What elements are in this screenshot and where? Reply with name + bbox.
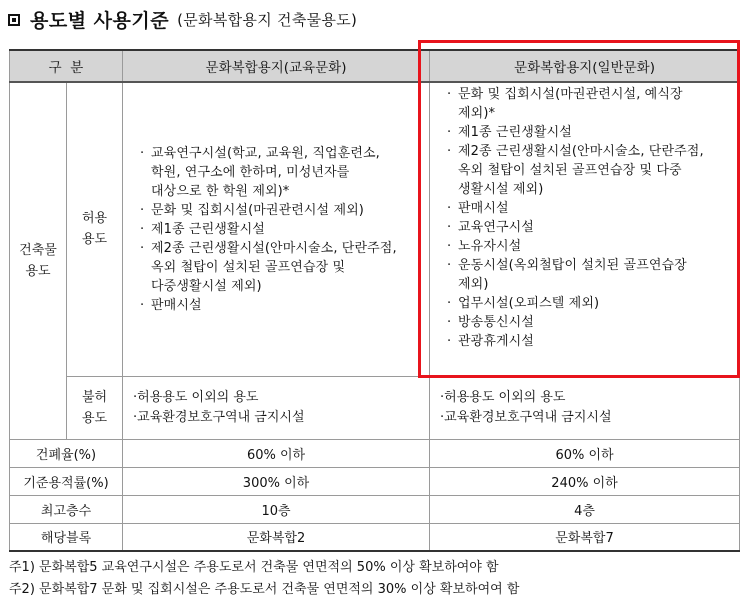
table-row — [10, 467, 740, 495]
list-item: · 판매시설 — [151, 296, 423, 315]
list-item: 옥외 철탑이 설치된 골프연습장 및 다중 — [458, 163, 682, 178]
row-value-education: 300% 이하 — [123, 467, 430, 495]
allowed-label: 허용 용도 — [67, 82, 123, 376]
list-item: · 판매시설 — [458, 199, 733, 218]
list-item: · 교육연구시설(학교, 교육원, 직업훈련소, — [151, 144, 423, 163]
list-item: · 제2종 근린생활시설(안마시술소, 단란주점, — [458, 142, 733, 161]
list-item: · 관광휴게시설 — [458, 332, 733, 351]
list-item: 대상으로 한 학원 제외)* — [151, 183, 290, 199]
footnotes — [9, 557, 519, 601]
list-item: · 제1종 근린생활시설 — [151, 220, 423, 239]
footnote-2: 주2) 문화복합7 문화 및 집회시설은 주용도로서 건축물 연면적의 30% 이상 확보하여여 함 — [9, 582, 520, 597]
header-category: 구 분 — [10, 50, 123, 82]
header-col-education: 문화복합용지(교육문화) — [123, 50, 430, 82]
table-row — [10, 439, 740, 467]
list-item: · 운동시설(옥외철탑이 설치된 골프연습장 — [458, 256, 733, 275]
table-row — [10, 523, 740, 551]
row-value-education: 10층 — [123, 495, 430, 523]
row-value-general: 240% 이하 — [430, 467, 740, 495]
square-bullet-icon — [8, 14, 20, 26]
disallowed-education-cell — [123, 376, 430, 439]
allowed-general-list — [444, 85, 733, 351]
list-item: 옥외 철탑이 설치된 골프연습장 및 — [151, 259, 346, 275]
list-item: · 제1종 근린생활시설 — [458, 123, 733, 142]
disallowed-general-list — [430, 388, 739, 428]
section-heading — [8, 6, 357, 32]
allowed-row — [10, 82, 740, 376]
list-item: ·교육환경보호구역내 금지시설 — [440, 409, 612, 425]
row-value-education: 60% 이하 — [123, 439, 430, 467]
list-item: ·허용용도 이외의 용도 — [440, 389, 566, 405]
list-item: 다중생활시설 제외) — [151, 278, 262, 294]
building-use-label: 건축물 용도 — [10, 82, 67, 439]
allowed-general-cell — [430, 82, 740, 376]
list-item: · 문화 및 집회시설(마권관련시설, 예식장 — [458, 85, 733, 104]
disallowed-label: 불허 용도 — [67, 376, 123, 439]
row-label: 기준용적률(%) — [10, 467, 123, 495]
list-item: · 방송통신시설 — [458, 313, 733, 332]
list-item: ·허용용도 이외의 용도 — [133, 389, 259, 405]
row-label: 해당블록 — [10, 523, 123, 551]
list-item: 학원, 연구소에 한하며, 미성년자를 — [151, 164, 350, 180]
disallowed-general-cell — [430, 376, 740, 439]
row-value-education: 문화복합2 — [123, 523, 430, 551]
list-item: · 교육연구시설 — [458, 218, 733, 237]
disallowed-row — [10, 376, 740, 439]
row-value-general: 4층 — [430, 495, 740, 523]
footnote-1: 주1) 문화복합5 교육연구시설은 주용도로서 건축물 연면적의 50% 이상 확보하여야 함 — [9, 560, 499, 575]
row-label: 최고층수 — [10, 495, 123, 523]
list-item: · 노유자시설 — [458, 237, 733, 256]
allowed-education-cell — [123, 82, 430, 376]
list-item: 생활시설 제외) — [458, 182, 544, 197]
heading-subtitle: (문화복합용지 건축물용도) — [177, 10, 358, 29]
list-item: · 업무시설(오피스텔 제외) — [458, 294, 733, 313]
heading-title: 용도별 사용기준 — [30, 9, 170, 32]
header-col-general: 문화복합용지(일반문화) — [430, 50, 740, 82]
list-item: 제외)* — [458, 106, 496, 121]
disallowed-education-list — [123, 388, 429, 428]
use-standards-table — [9, 49, 740, 552]
row-value-general: 문화복합7 — [430, 523, 740, 551]
table-row — [10, 495, 740, 523]
list-item: 제외) — [458, 277, 489, 292]
list-item: · 제2종 근린생활시설(안마시술소, 단란주점, — [151, 239, 423, 258]
row-value-general: 60% 이하 — [430, 439, 740, 467]
row-label: 건폐율(%) — [10, 439, 123, 467]
list-item: · 문화 및 집회시설(마권관련시설 제외) — [151, 201, 423, 220]
list-item: ·교육환경보호구역내 금지시설 — [133, 409, 305, 425]
table-header-row — [10, 50, 740, 82]
allowed-education-list — [137, 144, 423, 315]
